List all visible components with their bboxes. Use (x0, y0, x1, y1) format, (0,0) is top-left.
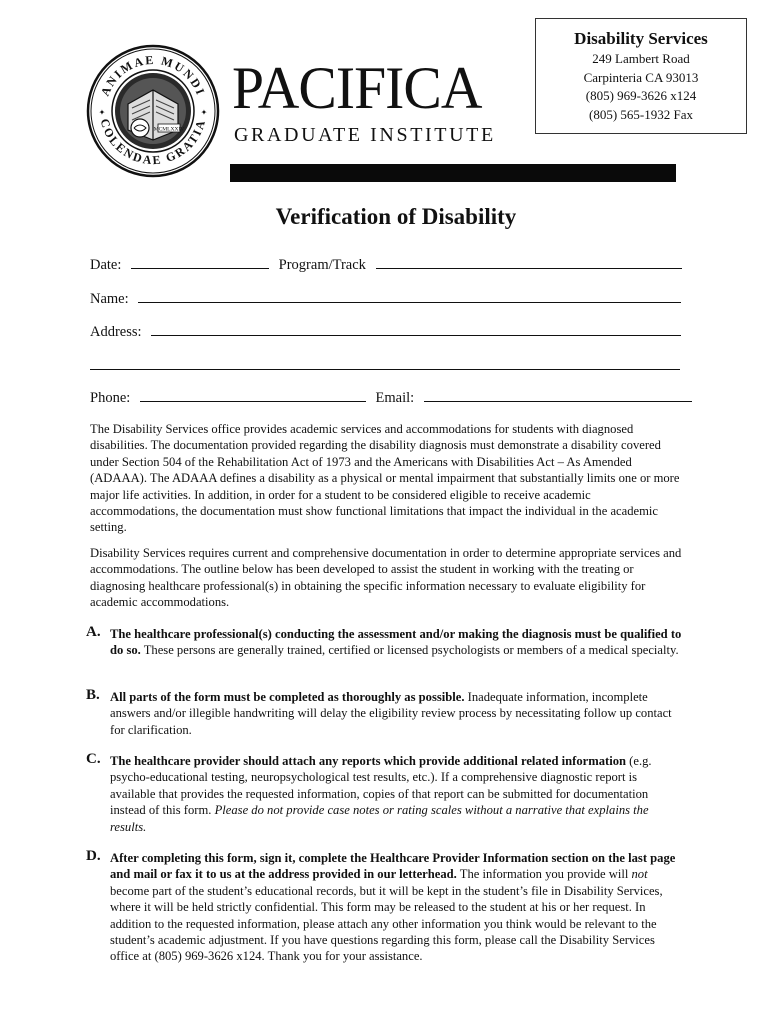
list-item-a (86, 624, 684, 659)
program-label: Program/Track (278, 257, 366, 273)
svg-text:✦: ✦ (98, 108, 106, 117)
contact-title: Disability Services (574, 29, 708, 48)
list-item-d (86, 848, 684, 965)
address-label: Address: (90, 324, 142, 340)
name-label: Name: (90, 291, 129, 307)
program-field[interactable] (376, 256, 682, 269)
institute-subtitle: GRADUATE INSTITUTE (234, 124, 496, 146)
intro-paragraph: The Disability Services office provides academic services and accommodations for students with diagnosed disabilities. The documentation provided regarding the disability diagnosis must demonstrate a disability covered under Section 504 of the Rehabilitation Act of 1973 and the Americans with Disabilities Act – As Amended (ADAAA). The ADAAA defines a disability as a physical or mental impairment that substantially limits one or more major life activities. In addition, in order for a student to be considered eligible to receive academic accommodations, the documentation must show functional limitations that impact the individual in the academic setting. (90, 422, 680, 535)
email-label: Email: (375, 390, 415, 406)
list-d-text1: The information you provide will (456, 867, 632, 882)
list-letter-d: D. (86, 848, 101, 864)
contact-fax: (805) 565-1932 Fax (589, 106, 693, 122)
list-a-bold: The healthcare professional(s) conducting the assessment and/or making the diagnosis must be qualified to do so. (110, 627, 682, 658)
name-row (90, 290, 681, 308)
address-field[interactable] (151, 323, 681, 336)
contact-phone: (805) 969-3626 x124 (585, 88, 697, 103)
header-bar (230, 164, 676, 182)
date-label: Date: (90, 257, 122, 273)
list-d-italic: not (631, 867, 648, 882)
page-title: Verification of Disability (275, 204, 517, 229)
list-letter-b: B. (86, 687, 100, 703)
name-field[interactable] (138, 290, 681, 303)
address-row (90, 323, 681, 341)
email-field[interactable] (424, 389, 692, 402)
seal-bottom-text: COLENDAE GRATIA (97, 117, 209, 168)
phone-field[interactable] (140, 389, 366, 402)
address-field-line2[interactable] (90, 369, 680, 370)
list-item-c (86, 751, 684, 835)
phone-email-row (90, 389, 692, 407)
seal-top-text: ANIMAE MUNDI (97, 52, 209, 99)
list-letter-c: C. (86, 751, 101, 767)
list-letter-a: A. (86, 624, 101, 640)
contact-box (535, 18, 747, 134)
phone-label: Phone: (90, 390, 131, 406)
list-b-bold: All parts of the form must be completed as thoroughly as possible. (110, 690, 465, 704)
list-c-italic: Please do not provide case notes or rating scales without a narrative that explains the results. (110, 803, 649, 834)
list-a-text: These persons are generally trained, certified or licensed psychologists or members of a medical specialty. (140, 643, 679, 658)
institute-wordmark: PACIFICA (232, 55, 482, 121)
list-d-text2: become part of the student’s educational records, but it will be kept in the student’s file in Disability Services, where it will be held strictly confidential. This form may be released to the student at his or her request. In addition to the requested information, please attach any other information you think would be relevant to the student’s academic adjustment. If you have questions regarding this form, please call the Disability Services office at (805) 969-3626 x124. Thank you for your assistance. (110, 883, 663, 964)
contact-address2: Carpinteria CA 93013 (583, 69, 699, 85)
list-item-b (86, 687, 684, 738)
date-program-row (90, 256, 682, 274)
list-c-text: (e.g. psycho-educational testing, neuropsychological test results, etc.). If a comprehensive diagnostic report is available that provides the requested information, copies of that report can be submitted for documentation instead of this form. (110, 754, 652, 818)
requirements-paragraph: Disability Services requires current and comprehensive documentation in order to determine appropriate services and accommodations. The outline below has been developed to assist the student in working with the treating or diagnosing healthcare professional(s) in obtaining the specific information necessary to evaluate eligibility for academic accommodations. (90, 546, 682, 610)
svg-text:✦: ✦ (200, 108, 208, 117)
list-b-text: Inadequate information, incomplete answers and/or illegible handwriting will delay the eligibility review process by necessitating follow up contact for clarification. (110, 690, 672, 737)
institute-seal (86, 44, 220, 178)
seal-year: MCMLXXIV (153, 126, 185, 133)
date-field[interactable] (131, 256, 269, 269)
contact-address1: 249 Lambert Road (592, 51, 690, 66)
list-c-bold: The healthcare provider should attach any reports which provide additional related information (110, 754, 627, 768)
list-d-bold: After completing this form, sign it, complete the Healthcare Provider Information section on the last page and mail or fax it to us at the address provided in our letterhead. (110, 851, 676, 882)
